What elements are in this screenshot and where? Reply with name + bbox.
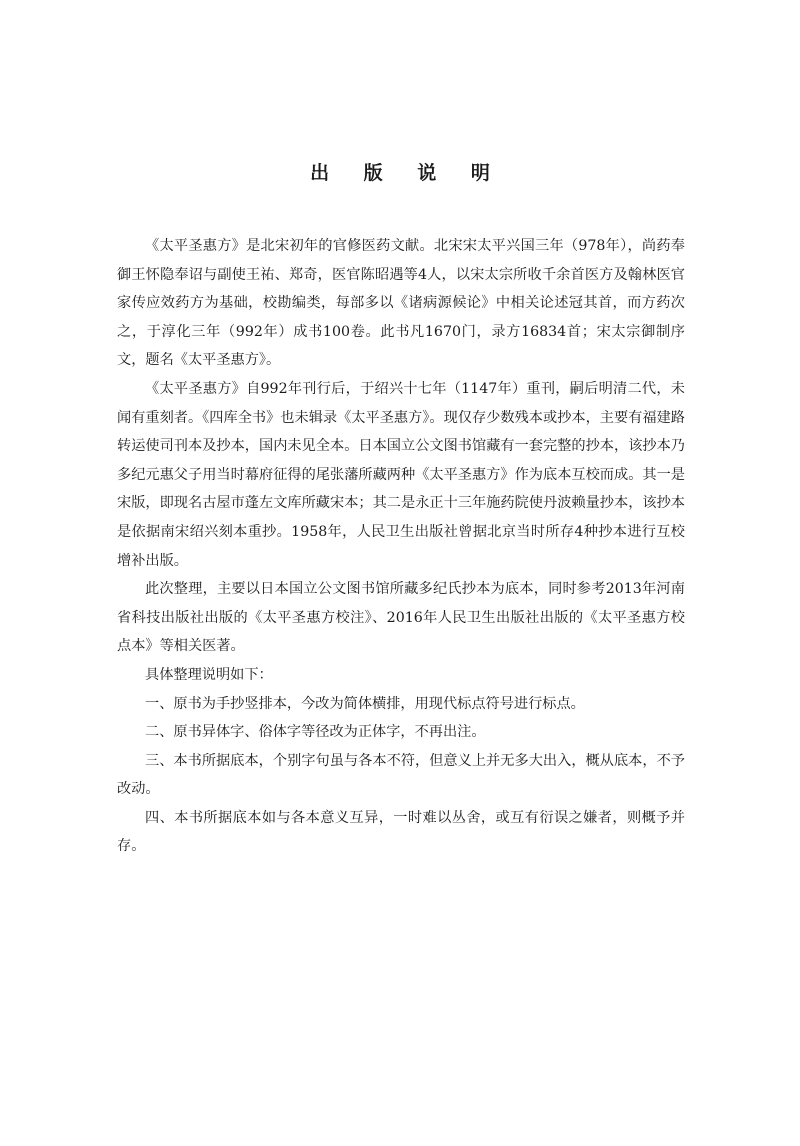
paragraph: 此次整理，主要以日本国立公文图书馆所藏多纪氏抄本为底本，同时参考2013年河南省科技出版社出版的《太平圣惠方校注》、2016年人民卫生出版社出版的《太平圣惠方校点本》等相关医著。 (117, 581, 685, 655)
paragraph: 《太平圣惠方》是北宋初年的官修医药文献。北宋宋太平兴国三年（978年），尚药奉御王怀隐奉诏与副使王祐、郑奇，医官陈昭遇等4人，以宋太宗所收千余首医方及翰林医官家传应效药方为基础，校勘编类，每部多以《诸病源候论》中相关论述冠其首，而方药次之，于淳化三年（992年）成书100卷。此书凡1670门，录方16834首；宋太宗御制序文，题名《太平圣惠方》。 (117, 238, 685, 369)
paragraph: 二、原书异体字、俗体字等径改为正体字，不再出注。 (145, 724, 486, 741)
page-title: 出 版 说 明 (310, 162, 504, 184)
paragraph: 一、原书为手抄竖排本，今改为简体横排，用现代标点符号进行标点。 (145, 695, 585, 712)
body-text (117, 232, 685, 861)
paragraph: 《太平圣惠方》自992年刊行后，于绍兴十七年（1147年）重刊，嗣后明清二代，未闻有重刻者。《四库全书》也未辑录《太平圣惠方》。现仅存少数残本或抄本，主要有福建路转运使司刊本及抄本，国内未见全本。日本国立公文图书馆藏有一套完整的抄本，该抄本乃多纪元惠父子用当时幕府征得的尾张藩所藏两种《太平圣惠方》作为底本互校而成。其一是宋版，即现名古屋市蓬左文库所藏宋本；其二是永正十三年施药院使丹波赖量抄本，该抄本是依据南宋绍兴刻本重抄。1958年，人民卫生出版社曾据北京当时所存4种抄本进行互校增补出版。 (117, 380, 685, 569)
paragraph: 四、本书所据底本如与各本意义互异，一时难以丛舍，或互有衍误之嫌者，则概予并存。 (117, 809, 685, 855)
paragraph: 三、本书所据底本，个别字句虽与各本不符，但意义上并无多大出入，概从底本，不予改动。 (117, 752, 685, 798)
paragraph: 具体整理说明如下： (145, 666, 273, 683)
